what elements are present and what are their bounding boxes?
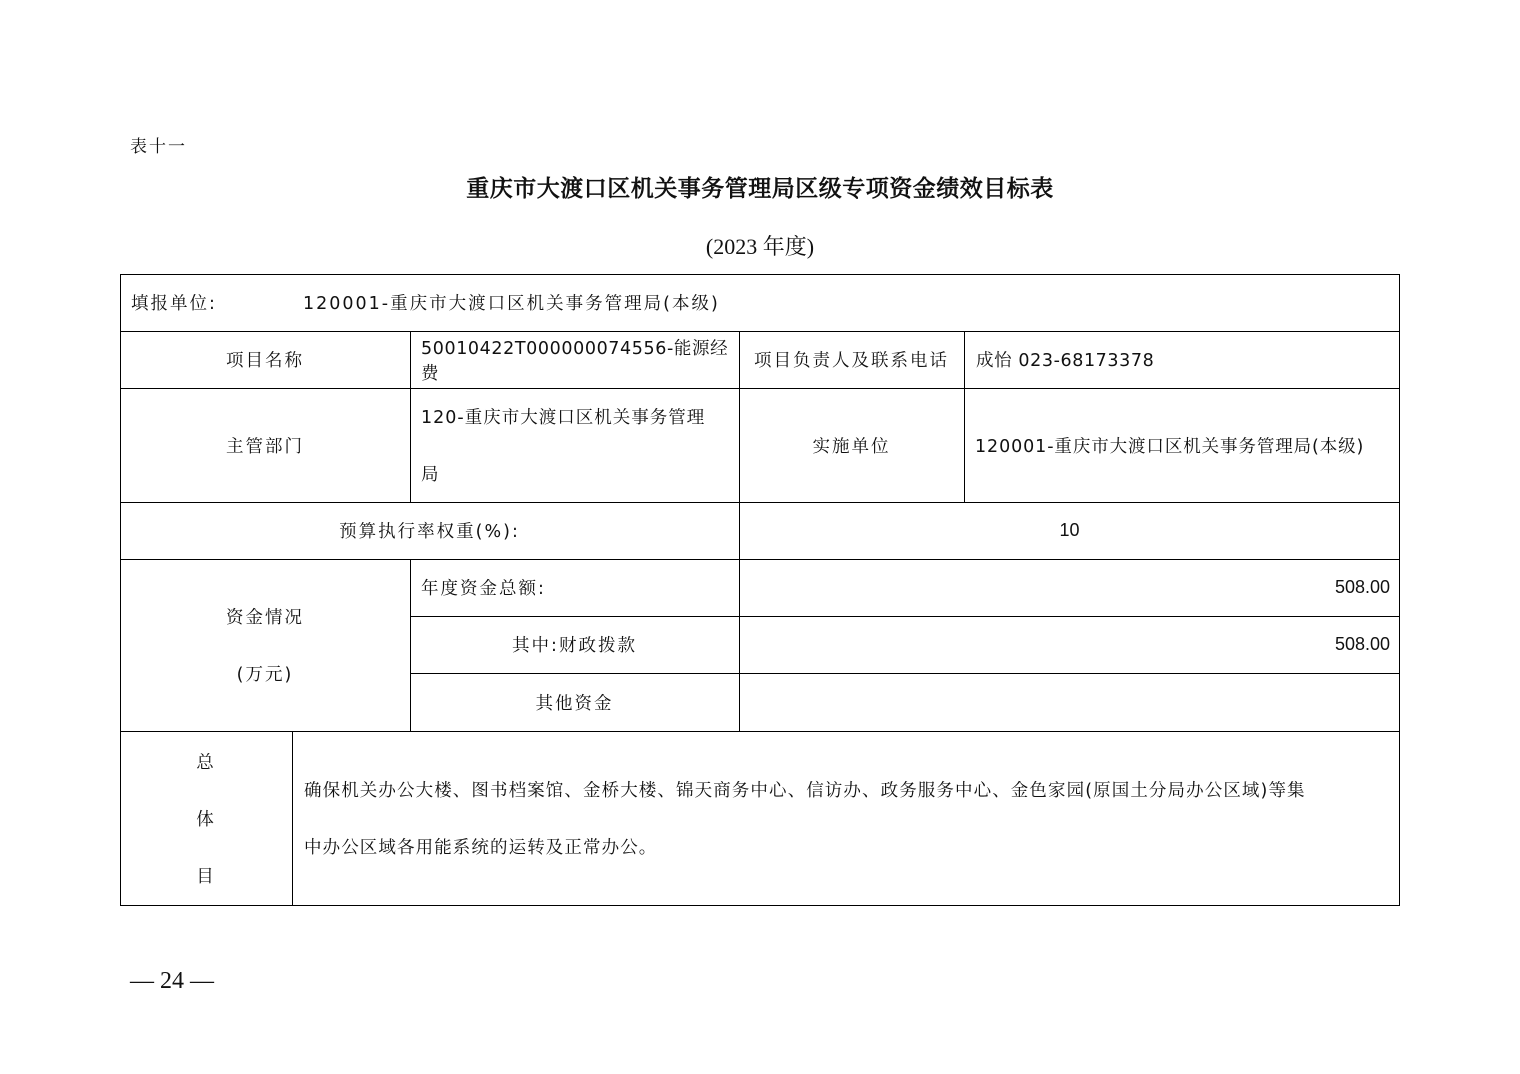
table-label: 表十一 — [130, 137, 187, 157]
page-number: — 24 — — [130, 968, 214, 994]
department-label: 主管部门 — [226, 436, 304, 457]
budget-weight-label: 预算执行率权重(%): — [339, 522, 520, 542]
other-funds-label: 其他资金 — [535, 693, 614, 714]
department-value-line2: 局 — [421, 465, 441, 485]
annual-funds-label: 年度资金总额: — [421, 579, 546, 599]
overall-target-line2: 中办公区域各用能系统的运转及正常办公。 — [304, 838, 658, 858]
grid-line — [120, 731, 1400, 732]
fiscal-funds-label: 其中:财政拨款 — [512, 636, 637, 656]
grid-line — [292, 731, 293, 906]
overall-target-line1: 确保机关办公大楼、图书档案馆、金桥大楼、锦天商务中心、信访办、政务服务中心、金色家园(原国土分局办公区域)等集 — [304, 781, 1306, 801]
implementing-unit-value: 120001-重庆市大渡口区机关事务管理局(本级) — [975, 436, 1365, 457]
filling-unit-value: 120001-重庆市大渡口区机关事务管理局(本级) — [303, 294, 720, 314]
fiscal-funds-value: 508.00 — [1334, 634, 1390, 654]
filling-unit-label: 填报单位: — [131, 294, 217, 314]
implementing-unit-label: 实施单位 — [812, 436, 891, 457]
grid-line — [964, 331, 965, 502]
annual-funds-value: 508.00 — [1334, 577, 1390, 597]
overall-label-char: 体 — [196, 810, 216, 830]
other-funds-value — [739, 673, 1400, 731]
project-name-label: 项目名称 — [226, 351, 304, 371]
overall-label-char: 目 — [196, 867, 216, 887]
project-name-value: 50010422T000000074556-能源经费 — [421, 338, 729, 384]
funds-label-line2: (万元) — [236, 665, 294, 685]
funds-label-line1: 资金情况 — [226, 608, 304, 628]
budget-weight-value: 10 — [1059, 520, 1080, 540]
department-value-line1: 120-重庆市大渡口区机关事务管理 — [421, 408, 706, 428]
project-contact-value: 成怡 023-68173378 — [976, 351, 1155, 371]
performance-target-table — [120, 274, 1400, 906]
document-year: (2023 年度) — [705, 234, 815, 259]
document-title: 重庆市大渡口区机关事务管理局区级专项资金绩效目标表 — [466, 175, 1054, 202]
project-contact-label: 项目负责人及联系电话 — [754, 351, 949, 371]
grid-line — [120, 905, 1400, 906]
overall-label-char: 总 — [196, 753, 216, 773]
grid-line — [410, 331, 411, 502]
